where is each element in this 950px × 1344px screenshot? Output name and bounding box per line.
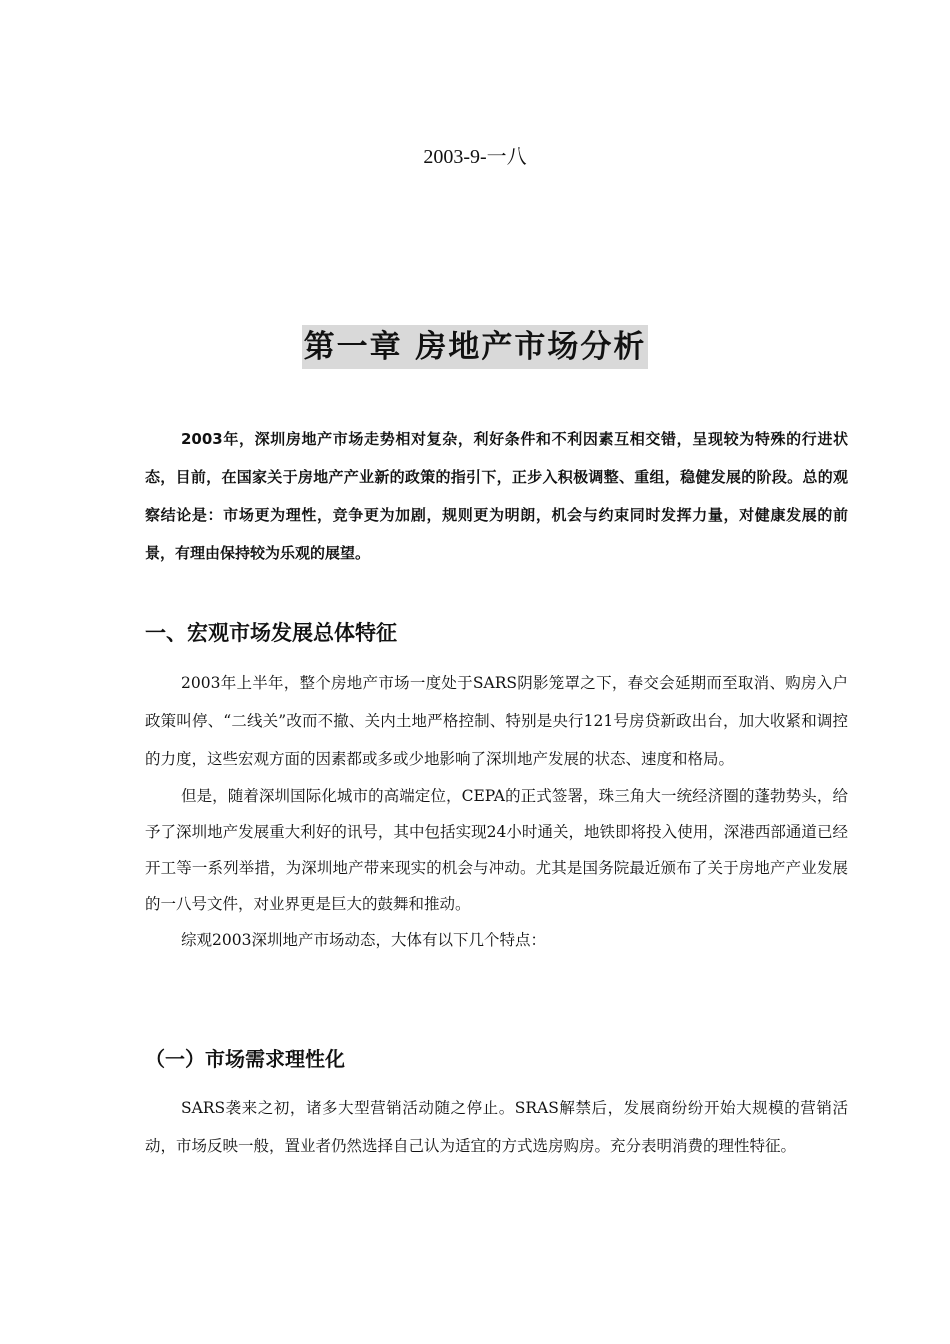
section-2-body	[145, 1089, 848, 1165]
section-1-heading: 一、宏观市场发展总体特征	[145, 621, 397, 645]
section-1-paragraph: 综观2003深圳地产市场动态，大体有以下几个特点：	[181, 931, 546, 949]
section-1-paragraph: 但是，随着深圳国际化城市的高端定位，CEPA的正式签署，珠三角大一统经济圈的蓬勃势头，给予了深圳地产发展重大利好的讯号，其中包括实现24小时通关，地铁即将投入使用，深港西部通道已经开工等一系列举措，为深圳地产带来现实的机会与冲动。尤其是国务院最近颁布了关于房地产产业发展的一八号文件，对业界更是巨大的鼓舞和推动。	[145, 787, 848, 913]
intro-block	[145, 420, 848, 572]
section-2-paragraph: SARS袭来之初，诸多大型营销活动随之停止。SRAS解禁后，发展商纷纷开始大规模的营销活动，市场反映一般，置业者仍然选择自己认为适宜的方式选房购房。充分表明消费的理性特征。	[145, 1099, 848, 1155]
chapter-title: 第一章 房地产市场分析	[302, 325, 649, 369]
chapter-title-container	[0, 325, 950, 369]
document-date: 2003-9-一八	[423, 146, 527, 168]
section-2-heading: （一）市场需求理性化	[145, 1047, 345, 1071]
section-1-body	[145, 664, 848, 958]
intro-paragraph: 2003年，深圳房地产市场走势相对复杂，利好条件和不利因素互相交错，呈现较为特殊的行进状态，目前，在国家关于房地产产业新的政策的指引下，正步入积极调整、重组，稳健发展的阶段。总的观察结论是：市场更为理性，竞争更为加剧，规则更为明朗，机会与约束同时发挥力量，对健康发展的前景，有理由保持较为乐观的展望。	[145, 430, 848, 562]
section-1-paragraph: 2003年上半年，整个房地产市场一度处于SARS阴影笼罩之下，春交会延期而至取消、购房入户政策叫停、“二线关”改而不撤、关内土地严格控制、特别是央行121号房贷新政出台，加大收紧和调控的力度，这些宏观方面的因素都或多或少地影响了深圳地产发展的状态、速度和格局。	[145, 674, 848, 768]
